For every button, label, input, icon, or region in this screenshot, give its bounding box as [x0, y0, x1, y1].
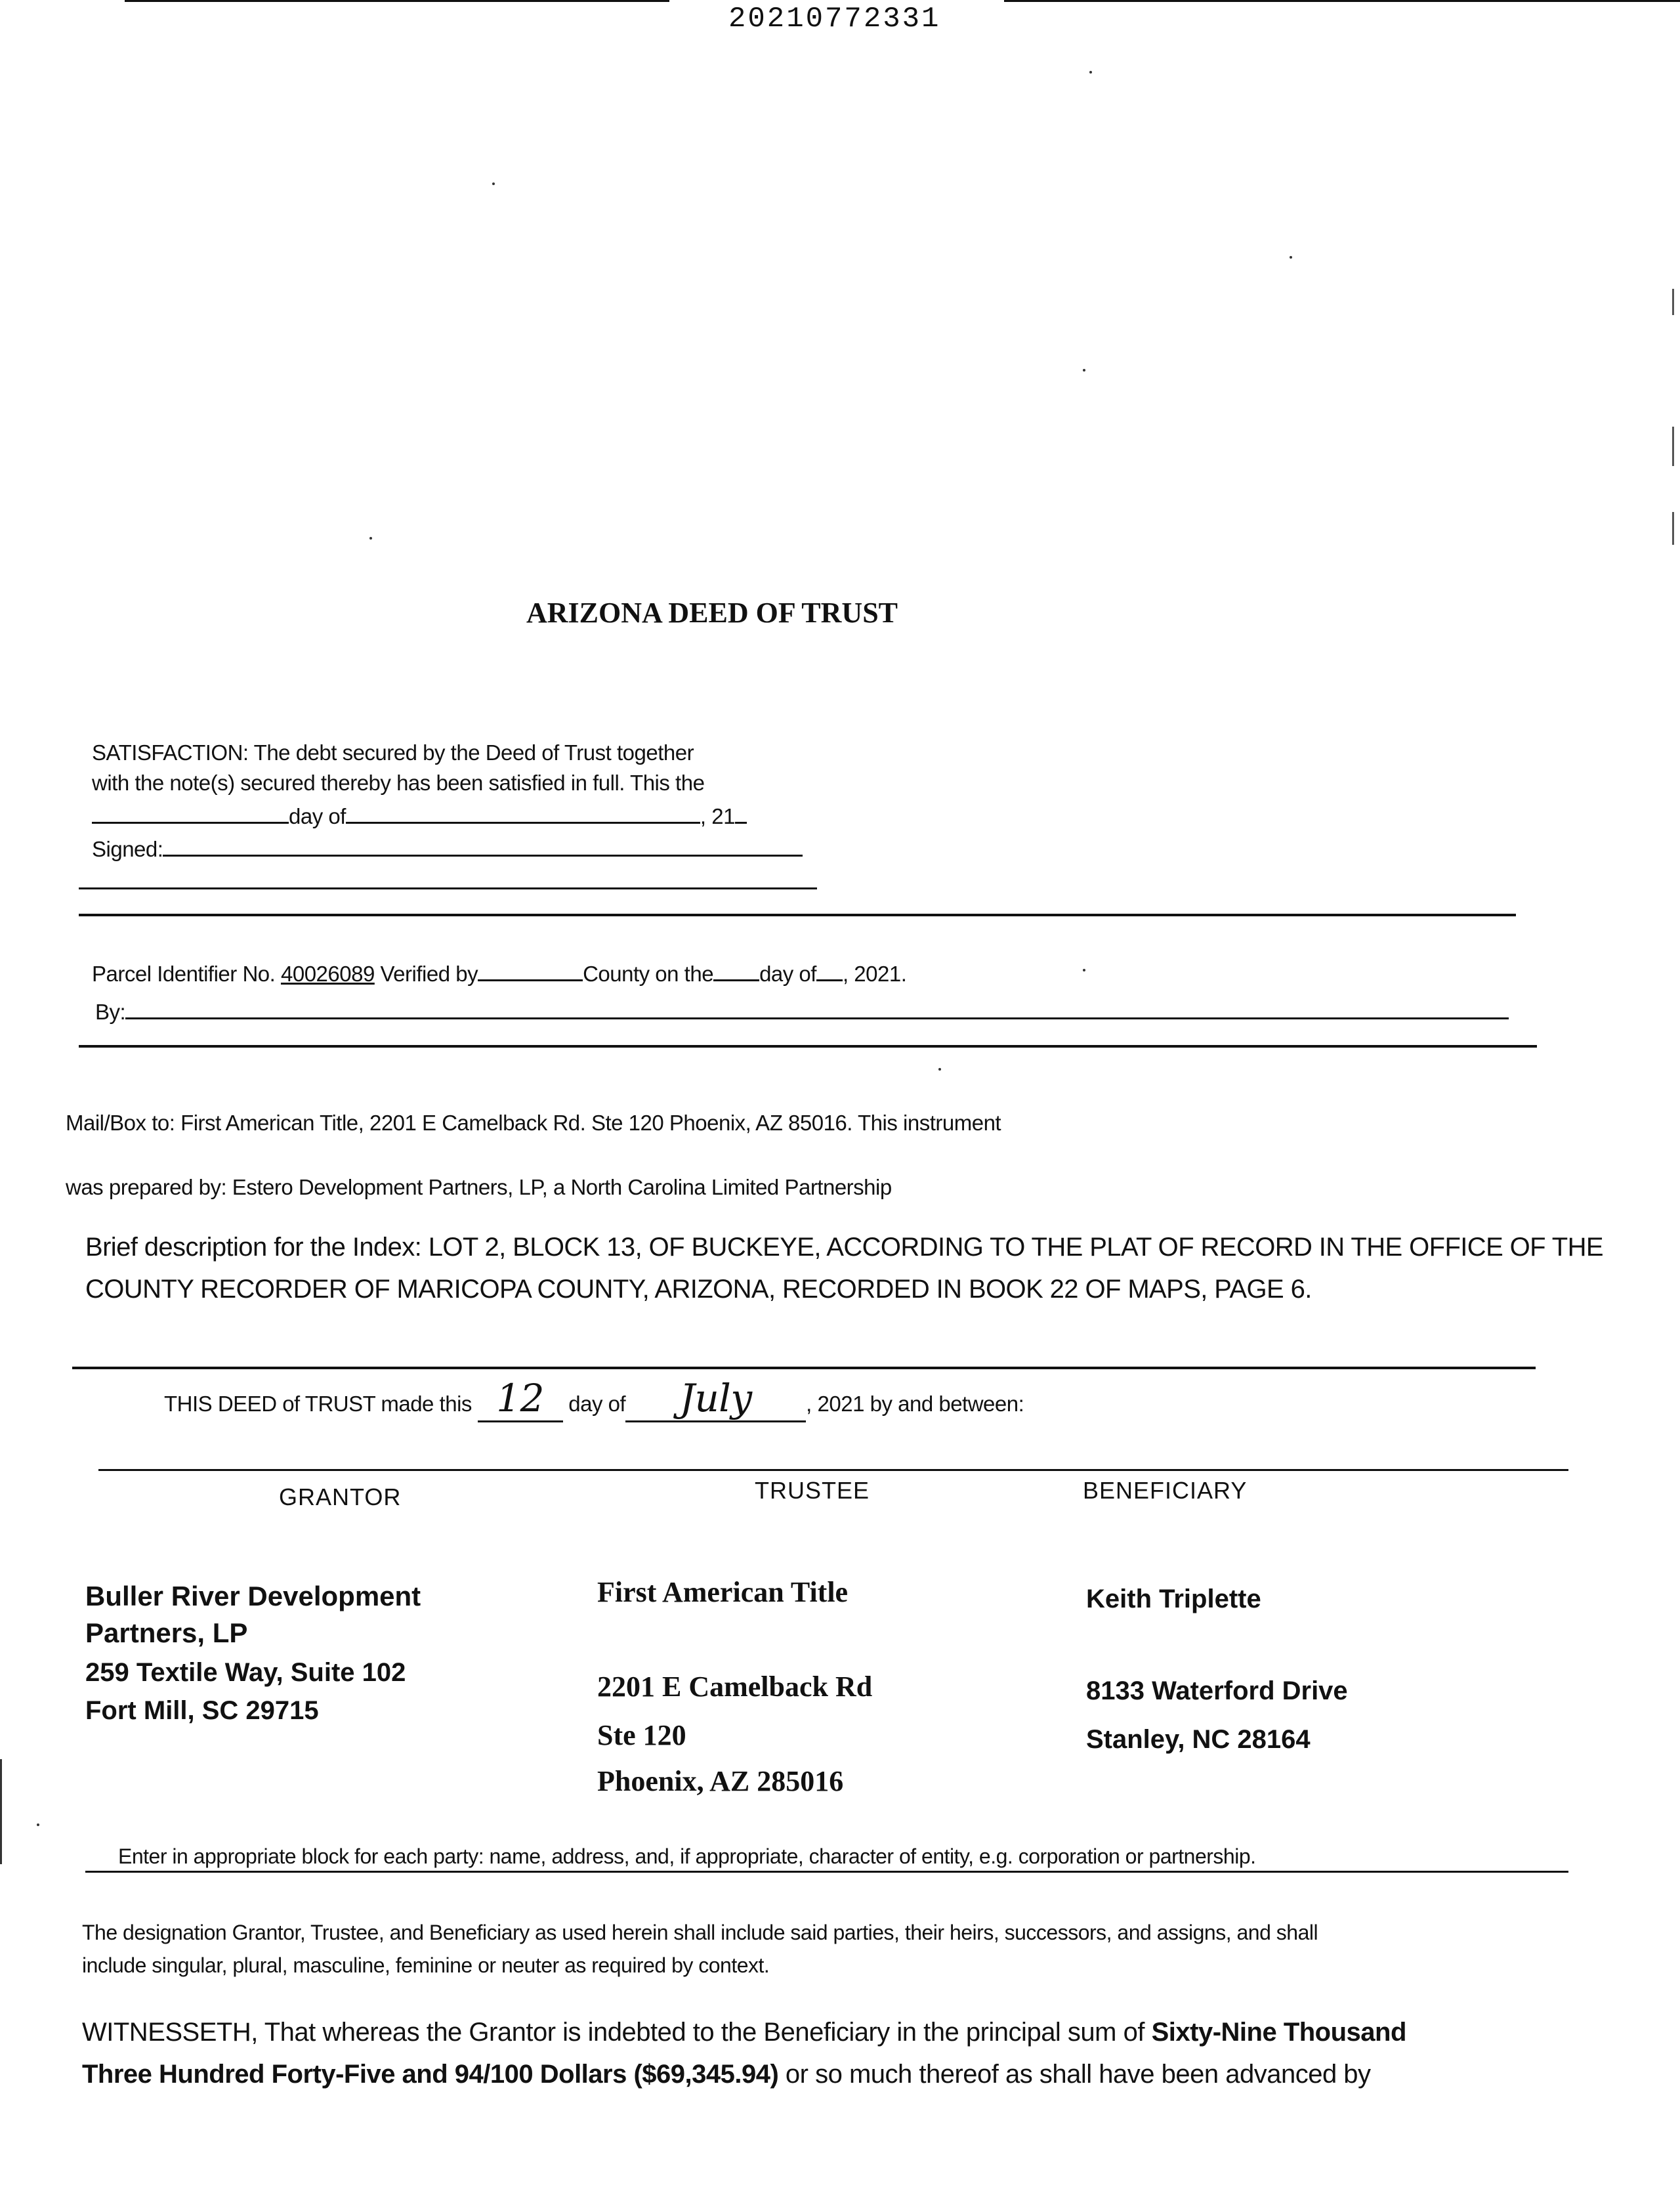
witnesseth-line-1 [82, 2018, 1406, 2047]
grantor-name-line-2: Partners, LP [85, 1617, 248, 1648]
scan-edge-left [0, 1759, 2, 1864]
brief-description-line-2: COUNTY RECORDER OF MARICOPA COUNTY, ARIZONA, RECORDED IN BOOK 22 OF MAPS, PAGE 6. [85, 1275, 1312, 1304]
deed-month-handwritten: July [625, 1376, 806, 1422]
grantor-address-line-1: 259 Textile Way, Suite 102 [85, 1658, 406, 1687]
witnesseth-amount-words-1: Sixty-Nine Thousand [1151, 2018, 1406, 2047]
parcel-line [92, 960, 906, 987]
parcel-day-blank[interactable] [713, 960, 759, 981]
recording-number: 20210772331 [728, 3, 941, 35]
beneficiary-heading: BENEFICIARY [1083, 1477, 1248, 1504]
section-divider-4 [98, 1469, 1568, 1471]
witnesseth-amount-words-2: Three Hundred Forty-Five and 94/100 Dollars ($69,345.94) [82, 2060, 779, 2089]
parcel-by-blank[interactable] [125, 998, 1509, 1019]
beneficiary-address-line-1: 8133 Waterford Drive [1086, 1676, 1348, 1705]
satisfaction-line-2: with the note(s) secured thereby has been satisfied in full. This the [92, 771, 705, 795]
deed-made-prefix: THIS DEED of TRUST made this [164, 1392, 472, 1416]
parcel-day-of-label: day of [759, 962, 816, 986]
satisfaction-year-blank[interactable] [735, 802, 747, 824]
scan-speck [938, 1068, 941, 1071]
parcel-by-line [95, 998, 1509, 1025]
witnesseth-line-2 [82, 2060, 1371, 2089]
deed-made-line [164, 1376, 1024, 1423]
designation-line-1: The designation Grantor, Trustee, and Beneficiary as used herein shall include said parties, their heirs, successors, and assigns, and shall [82, 1921, 1318, 1944]
section-divider-1 [79, 914, 1516, 916]
grantor-name-line-1: Buller River Development [85, 1581, 421, 1611]
party-instruction: Enter in appropriate block for each party: name, address, and, if appropriate, character of entity, e.g. corporation or partnership. [118, 1844, 1256, 1868]
satisfaction-day-blank[interactable] [92, 802, 289, 824]
document-title: ARIZONA DEED OF TRUST [526, 597, 898, 629]
beneficiary-name: Keith Triplette [1086, 1585, 1261, 1613]
satisfaction-year-prefix: , 21 [700, 804, 735, 828]
section-divider-2 [79, 1045, 1537, 1048]
parcel-number: 40026089 [280, 962, 375, 986]
instruction-underline [85, 1871, 1568, 1873]
parcel-by-label: By: [95, 1000, 126, 1024]
satisfaction-month-blank[interactable] [346, 802, 700, 824]
grantor-address-line-2: Fort Mill, SC 29715 [85, 1696, 319, 1725]
trustee-name: First American Title [597, 1576, 849, 1608]
scan-speck [1083, 969, 1085, 971]
satisfaction-signed-label: Signed: [92, 837, 163, 861]
witnesseth-text-2: or so much thereof as shall have been advanced by [778, 2060, 1371, 2089]
prepared-by-line: was prepared by: Estero Development Partners, LP, a North Carolina Limited Partnership [66, 1175, 892, 1199]
trustee-heading: TRUSTEE [755, 1477, 870, 1504]
scan-speck [369, 537, 372, 540]
satisfaction-day-of-label: day of [289, 804, 346, 828]
witnesseth-text-1: WITNESSETH, That whereas the Grantor is indebted to the Beneficiary in the principal sum of [82, 2018, 1152, 2047]
scan-speck [37, 1823, 39, 1826]
trustee-address-line-1: 2201 E Camelback Rd [597, 1671, 873, 1703]
deed-made-suffix: , 2021 by and between: [806, 1392, 1024, 1416]
scan-edge-right [1672, 512, 1674, 545]
satisfaction-signed-line [92, 835, 803, 862]
parcel-county-label: County on the [583, 962, 714, 986]
parcel-month-blank[interactable] [816, 960, 843, 981]
parcel-year: , 2021. [842, 962, 907, 986]
brief-description-line-1: Brief description for the Index: LOT 2, BLOCK 13, OF BUCKEYE, ACCORDING TO THE PLAT OF RECORD IN THE OFFICE OF THE [85, 1233, 1604, 1262]
parcel-verified-label: Verified by [380, 962, 478, 986]
deed-day-of-label: day of [568, 1392, 626, 1416]
parcel-label: Parcel Identifier No. [92, 962, 276, 986]
satisfaction-line-1: SATISFACTION: The debt secured by the Deed of Trust together [92, 740, 694, 765]
satisfaction-second-signature-line [79, 887, 817, 889]
beneficiary-address-line-2: Stanley, NC 28164 [1086, 1725, 1311, 1754]
scan-speck [492, 182, 495, 185]
scan-speck [1290, 256, 1292, 259]
scan-edge-right [1672, 289, 1674, 315]
mail-box-line: Mail/Box to: First American Title, 2201 E Camelback Rd. Ste 120 Phoenix, AZ 85016. This instrument [66, 1111, 1001, 1135]
deed-day-handwritten: 12 [478, 1376, 563, 1422]
scan-edge-right [1672, 427, 1674, 466]
parcel-verified-blank[interactable] [478, 960, 583, 981]
header-rule-right [1004, 0, 1680, 2]
scan-speck [1083, 369, 1085, 372]
trustee-address-line-2: Ste 120 [597, 1719, 686, 1751]
satisfaction-signature-blank[interactable] [163, 835, 803, 857]
section-divider-3 [72, 1367, 1536, 1369]
scan-speck [1089, 71, 1092, 74]
grantor-heading: GRANTOR [279, 1483, 402, 1510]
header-rule-left [125, 0, 669, 2]
designation-line-2: include singular, plural, masculine, feminine or neuter as required by context. [82, 1953, 770, 1977]
trustee-address-line-3: Phoenix, AZ 285016 [597, 1765, 844, 1797]
satisfaction-date-line [92, 802, 747, 829]
